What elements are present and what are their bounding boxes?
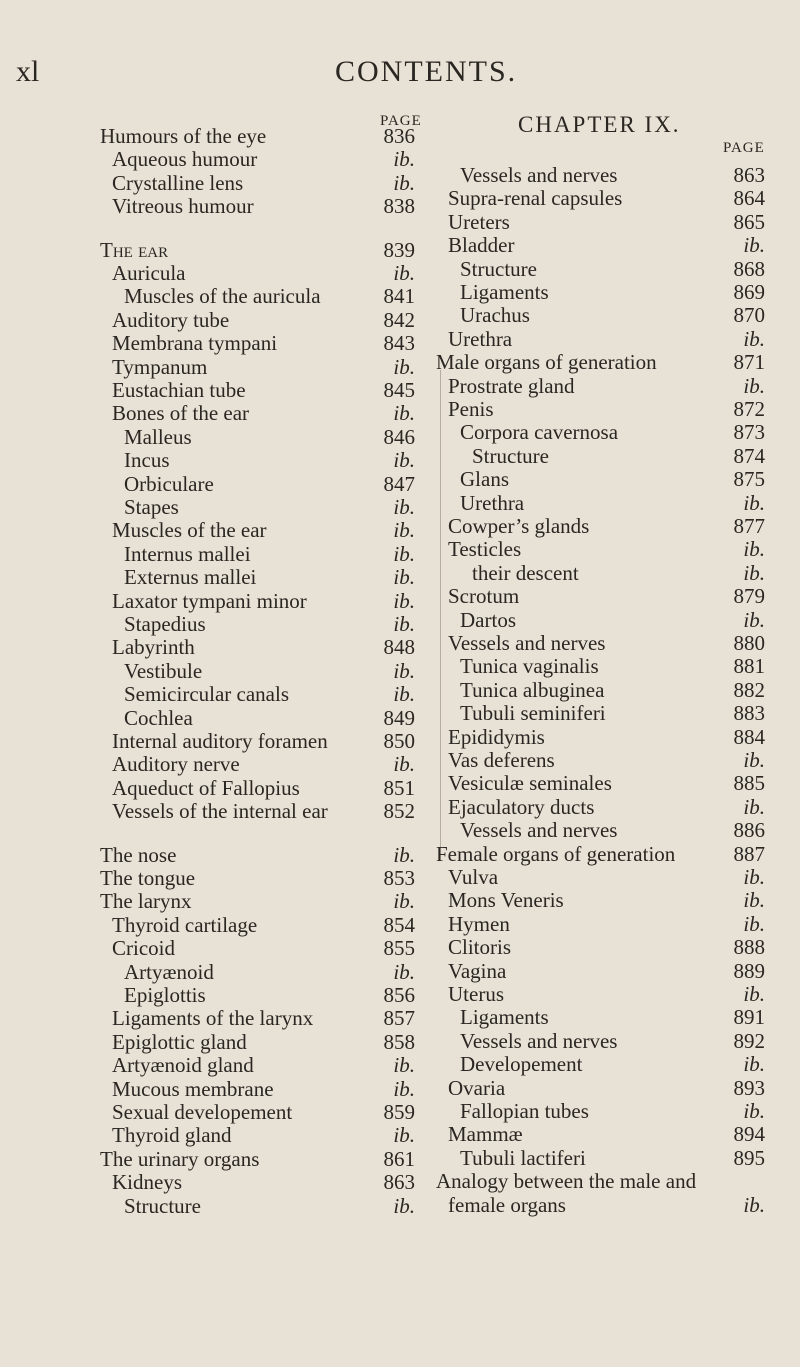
left-entry-page: ib.	[393, 495, 415, 519]
right-entry-page: ib.	[743, 326, 765, 351]
left-entry-text: Stapes	[124, 495, 179, 519]
right-entry-page: 875	[733, 467, 765, 492]
right-entry-page: ib.	[743, 888, 765, 913]
right-entry-text: Clitoris	[448, 935, 512, 960]
right-entry-text: Epididymis	[448, 724, 545, 749]
right-entry-text: Ejaculatory ducts	[448, 794, 595, 819]
left-entry-text: Vessels of the internal ear	[112, 799, 328, 824]
right-entry-text: Testicles	[448, 537, 522, 562]
right-entry-page: ib.	[743, 373, 765, 398]
right-entry-page: ib.	[743, 1192, 765, 1217]
right-entry-page: 881	[733, 654, 765, 679]
left-entry-page: 839	[383, 237, 415, 262]
left-entry-page: 842	[383, 307, 415, 332]
right-entry-page: 887	[733, 841, 765, 866]
left-entry-page: ib.	[393, 842, 415, 867]
right-entry-page: 869	[733, 280, 765, 304]
left-entry-text: Cricoid	[112, 936, 175, 961]
right-entry-text: Urethra	[460, 490, 525, 515]
left-entry-text: Auricula	[112, 261, 186, 285]
left-entry-page: ib.	[393, 1123, 415, 1148]
left-entry-text: Auditory tube	[112, 307, 230, 332]
left-entry-text: Thyroid gland	[112, 1123, 232, 1148]
left-entry-page: ib.	[393, 541, 415, 566]
left-entry-page: ib.	[393, 401, 415, 426]
left-entry-text: Kidneys	[112, 1170, 182, 1195]
left-entry-text: Orbiculare	[124, 471, 214, 496]
right-entry-text: Hymen	[448, 911, 510, 936]
right-entry-page: 889	[733, 958, 765, 983]
left-entry-text: The ear	[100, 237, 169, 262]
right-entry-text: Developement	[460, 1052, 583, 1077]
left-entry-page: ib.	[393, 354, 415, 379]
right-entry-page: 888	[733, 935, 765, 960]
left-entry-page: ib.	[393, 588, 415, 613]
right-entry-page: 885	[733, 771, 765, 796]
left-entry-page: ib.	[393, 612, 415, 636]
right-entry-page: ib.	[743, 1052, 765, 1077]
left-entry-page: 856	[383, 983, 415, 1007]
right-entry-text: Structure	[472, 443, 549, 468]
left-entry-page: 846	[383, 424, 415, 449]
left-entry-text: Muscles of the ear	[112, 518, 267, 543]
left-entry-page: ib.	[393, 1076, 415, 1101]
right-entry-text: Female organs of generation	[436, 841, 676, 866]
right-entry-text: Supra-renal capsules	[448, 186, 623, 211]
right-entry-page: 863	[733, 163, 765, 187]
right-entry-page: 892	[733, 1028, 765, 1053]
right-entry-text: Prostrate gland	[448, 373, 575, 398]
left-entry-page: 863	[383, 1170, 415, 1195]
left-entry-page: 847	[383, 471, 415, 496]
left-entry-page: ib.	[393, 889, 415, 914]
left-entry-text: The urinary organs	[100, 1146, 260, 1171]
right-entry-page: ib.	[743, 560, 765, 585]
left-entry-text: Aqueduct of Fallopius	[112, 775, 300, 800]
right-entry-text: Tunica vaginalis	[460, 654, 599, 679]
right-entry-page: 883	[733, 701, 765, 726]
left-entry-page: 841	[383, 284, 415, 309]
left-entry-page: 855	[383, 936, 415, 961]
right-entry-text: Vesiculæ seminales	[448, 771, 612, 796]
right-entry-text: Ovaria	[448, 1075, 506, 1100]
left-entry-text: Tympanum	[112, 354, 208, 379]
left-entry-page: 836	[383, 124, 415, 148]
left-entry-page: ib.	[393, 959, 415, 984]
right-entry-text: female organs	[448, 1192, 566, 1217]
right-entry-text: Mons Veneris	[448, 888, 564, 913]
right-entry-page: 870	[733, 303, 765, 328]
left-entry-page: ib.	[393, 170, 415, 195]
right-entry-page: 882	[733, 677, 765, 702]
right-entry-page: ib.	[743, 607, 765, 632]
left-entry-text: Crystalline lens	[112, 170, 244, 195]
right-entry-text: Mammæ	[448, 1122, 523, 1147]
right-entry-text: Cowper’s glands	[448, 514, 590, 538]
left-entry-page: ib.	[393, 682, 415, 707]
right-entry-page: ib.	[743, 794, 765, 819]
left-entry-page: ib.	[393, 658, 415, 683]
left-entry-text: Aqueous humour	[112, 147, 258, 172]
left-entry-text: Thyroid cartilage	[112, 912, 258, 937]
left-entry-text: Vitreous humour	[112, 194, 254, 219]
right-entry-text: Fallopian tubes	[460, 1099, 589, 1123]
left-entry-text: Laxator tympani minor	[112, 588, 307, 613]
right-entry-page: ib.	[743, 865, 765, 889]
left-entry-page: ib.	[393, 147, 415, 172]
right-entry-text: their descent	[472, 560, 579, 585]
column-divider	[440, 370, 441, 860]
right-entry-page: 893	[733, 1075, 765, 1100]
right-entry-page: ib.	[743, 233, 765, 258]
left-entry-page: ib.	[393, 261, 415, 285]
left-entry-text: Malleus	[124, 424, 192, 449]
left-entry-page: ib.	[393, 565, 415, 590]
left-entry-page: 851	[383, 775, 415, 800]
right-entry-text: Urachus	[460, 303, 530, 328]
left-entry-page: 838	[383, 194, 415, 219]
page-number: xl	[16, 55, 40, 88]
left-entry-text: Internus mallei	[124, 541, 251, 566]
right-entry-page: 877	[733, 514, 765, 538]
left-page-label: PAGE	[380, 113, 422, 129]
right-entry-text: Urethra	[448, 326, 513, 351]
left-entry-page: 848	[383, 635, 415, 660]
right-entry-text: Bladder	[448, 233, 515, 258]
left-entry-page: 859	[383, 1100, 415, 1124]
chapter-heading: CHAPTER IX.	[518, 112, 681, 137]
right-entry-page: 886	[733, 818, 765, 843]
right-entry-page: 864	[733, 186, 765, 211]
left-entry-text: Externus mallei	[124, 565, 257, 590]
left-entry-page: 858	[383, 1029, 415, 1054]
left-entry-page: 861	[383, 1146, 415, 1171]
right-entry-page: 895	[733, 1145, 765, 1170]
right-page-label: PAGE	[723, 140, 765, 156]
right-entry-text: Male organs of generation	[436, 350, 657, 375]
right-entry-text: Ligaments	[460, 280, 549, 304]
left-entry-text: Bones of the ear	[112, 401, 250, 426]
left-entry-page: 854	[383, 912, 415, 937]
right-entry-page: ib.	[743, 748, 765, 772]
right-entry-text: Vessels and nerves	[448, 631, 606, 655]
right-entry-page: 871	[733, 350, 765, 375]
right-entry-text: Penis	[448, 397, 494, 421]
right-entry-text: Scrotum	[448, 584, 520, 609]
right-entry-text: Vulva	[448, 865, 499, 889]
right-entry-page: 894	[733, 1122, 765, 1147]
left-entry-text: Membrana tympani	[112, 331, 278, 356]
left-entry-page: ib.	[393, 1053, 415, 1078]
left-entry-text: Internal auditory foramen	[112, 729, 328, 753]
left-entry-page: 857	[383, 1006, 415, 1031]
right-entry-text: Dartos	[460, 607, 516, 632]
right-entry-text: Vas deferens	[448, 748, 555, 772]
left-entry-text: The larynx	[100, 889, 192, 914]
right-entry-text: Vagina	[448, 958, 507, 983]
left-entry-text: Stapedius	[124, 612, 206, 636]
right-entry-text: Structure	[460, 256, 537, 281]
right-entry-text: Glans	[460, 467, 509, 492]
left-entry-page: 850	[383, 729, 415, 753]
left-entry-text: Labyrinth	[112, 635, 195, 660]
right-entry-text: Ligaments	[460, 1005, 549, 1030]
right-entry-text: Tunica albuginea	[460, 677, 605, 702]
left-entry-text: Muscles of the auricula	[124, 284, 321, 309]
right-entry-text: Uterus	[448, 982, 504, 1006]
left-entry-text: Vestibule	[124, 658, 203, 683]
right-entry-page: 873	[733, 420, 765, 445]
left-entry-text: Mucous membrane	[112, 1076, 274, 1101]
right-entry-text: Analogy between the male and	[436, 1169, 697, 1194]
left-entry-text: Incus	[124, 448, 170, 473]
left-entry-text: Cochlea	[124, 705, 193, 730]
left-entry-page: 853	[383, 866, 415, 890]
left-entry-page: 849	[383, 705, 415, 730]
right-entry-text: Corpora cavernosa	[460, 420, 619, 445]
right-entry-page: ib.	[743, 1099, 765, 1123]
right-entry-page: ib.	[743, 537, 765, 562]
page-title: CONTENTS.	[335, 55, 518, 88]
left-entry-page: ib.	[393, 1193, 415, 1218]
left-entry-page: ib.	[393, 448, 415, 473]
left-entry-page: ib.	[393, 752, 415, 777]
right-entry-text: Vessels and nerves	[460, 1028, 618, 1053]
right-entry-text: Ureters	[448, 209, 510, 234]
left-entry-text: Ligaments of the larynx	[112, 1006, 314, 1031]
right-entry-page: 879	[733, 584, 765, 609]
right-entry-page: ib.	[743, 982, 765, 1006]
left-entry-text: Eustachian tube	[112, 378, 246, 402]
left-entry-text: Epiglottis	[124, 983, 206, 1007]
right-entry-text: Vessels and nerves	[460, 818, 618, 843]
left-entry-text: Semicircular canals	[124, 682, 290, 707]
right-entry-page: ib.	[743, 490, 765, 515]
right-entry-page: 865	[733, 209, 765, 234]
left-entry-text: Structure	[124, 1193, 201, 1218]
left-entry-text: Artyænoid	[124, 959, 214, 984]
right-entry-text: Vessels and nerves	[460, 163, 618, 187]
left-entry-text: Auditory nerve	[112, 752, 240, 777]
left-entry-text: Epiglottic gland	[112, 1029, 247, 1054]
left-entry-text: Sexual developement	[112, 1100, 293, 1124]
left-entry-text: The nose	[100, 842, 177, 867]
right-entry-text: Tubuli lactiferi	[460, 1145, 586, 1170]
left-entry-text: Artyænoid gland	[112, 1053, 254, 1078]
right-entry-page: 880	[733, 631, 765, 655]
right-entry-page: 891	[733, 1005, 765, 1030]
left-entry-page: 852	[383, 799, 415, 824]
right-entry-page: 868	[733, 256, 765, 281]
left-entry-text: The tongue	[100, 866, 196, 890]
right-entry-page: 874	[733, 443, 765, 468]
left-entry-page: 845	[383, 378, 415, 402]
left-entry-page: ib.	[393, 518, 415, 543]
right-entry-page: 884	[733, 724, 765, 749]
left-entry-text: Humours of the eye	[100, 124, 267, 148]
right-entry-page: 872	[733, 397, 765, 421]
right-entry-text: Tubuli seminiferi	[460, 701, 606, 726]
right-entry-page: ib.	[743, 911, 765, 936]
left-entry-page: 843	[383, 331, 415, 356]
